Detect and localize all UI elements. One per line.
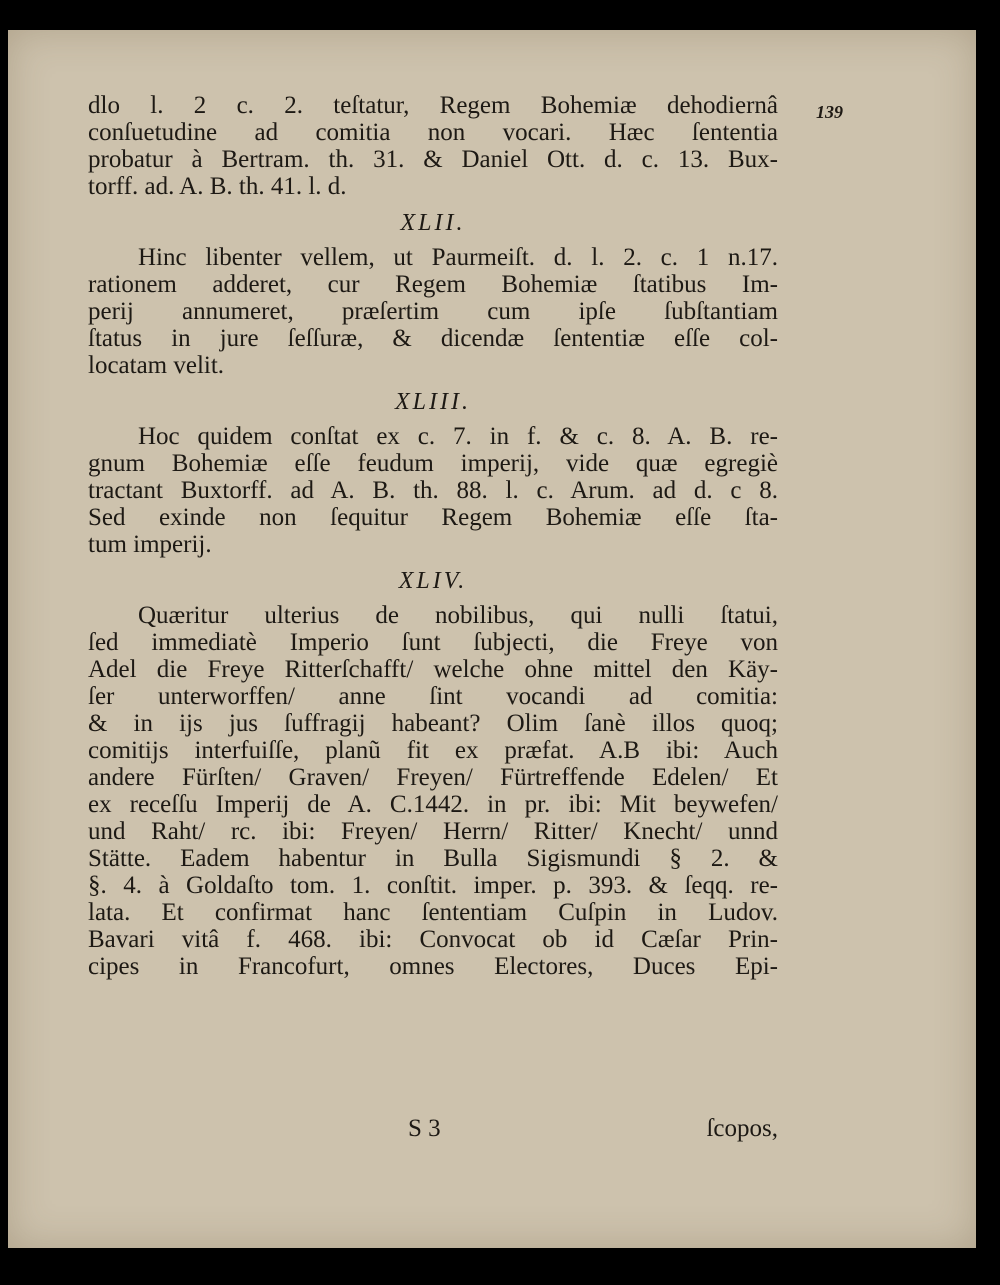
text-line: conſuetudine ad comitia non vocari. Hæc ſententia bbox=[88, 119, 778, 146]
text-line: tractant Buxtorff. ad A. B. th. 88. l. c. Arum. ad d. c 8. bbox=[88, 477, 778, 504]
section-heading: XLII. bbox=[400, 210, 466, 236]
text-line: lata. Et confirmat hanc ſententiam Cuſpin in Ludov. bbox=[88, 899, 778, 926]
text-line: Adel die Freye Ritterſchafft/ welche ohne mittel den Käy- bbox=[88, 656, 778, 683]
book-page bbox=[8, 30, 976, 1248]
text-line: ex receſſu Imperij de A. C.1442. in pr. ibi: Mit beywefen/ bbox=[88, 791, 778, 818]
text-line: comitijs interfuiſſe, planũ fit ex præfat. A.B ibi: Auch bbox=[88, 737, 778, 764]
catchword: ſcopos, bbox=[706, 1115, 778, 1142]
section-heading: XLIII. bbox=[395, 389, 471, 415]
text-line: dlo l. 2 c. 2. teſtatur, Regem Bohemiæ dehodiernâ bbox=[88, 92, 778, 119]
text-line: Hinc libenter vellem, ut Paurmeiſt. d. l. 2. c. 1 n.17. bbox=[138, 244, 778, 271]
text-line: perij annumeret, præſertim cum ipſe ſubſtantiam bbox=[88, 298, 778, 325]
text-line: §. 4. à Goldaſto tom. 1. conſtit. imper. p. 393. & ſeqq. re- bbox=[88, 872, 778, 899]
text-line: andere Fürſten/ Graven/ Freyen/ Fürtreffende Edelen/ Et bbox=[88, 764, 778, 791]
text-block bbox=[88, 92, 778, 980]
text-line: gnum Bohemiæ eſſe feudum imperij, vide quæ egregiè bbox=[88, 450, 778, 477]
text-line: ſtatus in jure ſeſſuræ, & dicendæ ſententiæ eſſe col- bbox=[88, 325, 778, 352]
text-line: Stätte. Eadem habentur in Bulla Sigismundi § 2. & bbox=[88, 845, 778, 872]
text-line: & in ijs jus ſuffragij habeant? Olim ſanè illos quoq; bbox=[88, 710, 778, 737]
text-line: und Raht/ rc. ibi: Freyen/ Herrn/ Ritter/ Knecht/ unnd bbox=[88, 818, 778, 845]
text-line: Sed exinde non ſequitur Regem Bohemiæ eſſe ſta- bbox=[88, 504, 778, 531]
text-line: ſed immediatè Imperio ſunt ſubjecti, die Freye von bbox=[88, 629, 778, 656]
text-line: tum imperij. bbox=[88, 531, 212, 558]
text-line: rationem adderet, cur Regem Bohemiæ ſtatibus Im- bbox=[88, 271, 778, 298]
text-line: probatur à Bertram. th. 31. & Daniel Ott. d. c. 13. Bux- bbox=[88, 146, 778, 173]
page-number: 139 bbox=[816, 102, 843, 122]
text-line: Quæritur ulterius de nobilibus, qui nulli ſtatui, bbox=[138, 602, 778, 629]
section-heading: XLIV. bbox=[398, 568, 468, 594]
text-line: locatam velit. bbox=[88, 352, 225, 379]
text-line: ſer unterworffen/ anne ſint vocandi ad comitia: bbox=[88, 683, 778, 710]
text-line: Hoc quidem conſtat ex c. 7. in f. & c. 8. A. B. re- bbox=[138, 423, 778, 450]
signature-mark: S 3 bbox=[408, 1115, 441, 1142]
text-line: Bavari vitâ f. 468. ibi: Convocat ob id Cæſar Prin- bbox=[88, 926, 778, 953]
text-line: cipes in Francofurt, omnes Electores, Duces Epi- bbox=[88, 953, 778, 980]
page-footer bbox=[88, 1115, 778, 1147]
text-line: torff. ad. A. B. th. 41. l. d. bbox=[88, 173, 347, 200]
